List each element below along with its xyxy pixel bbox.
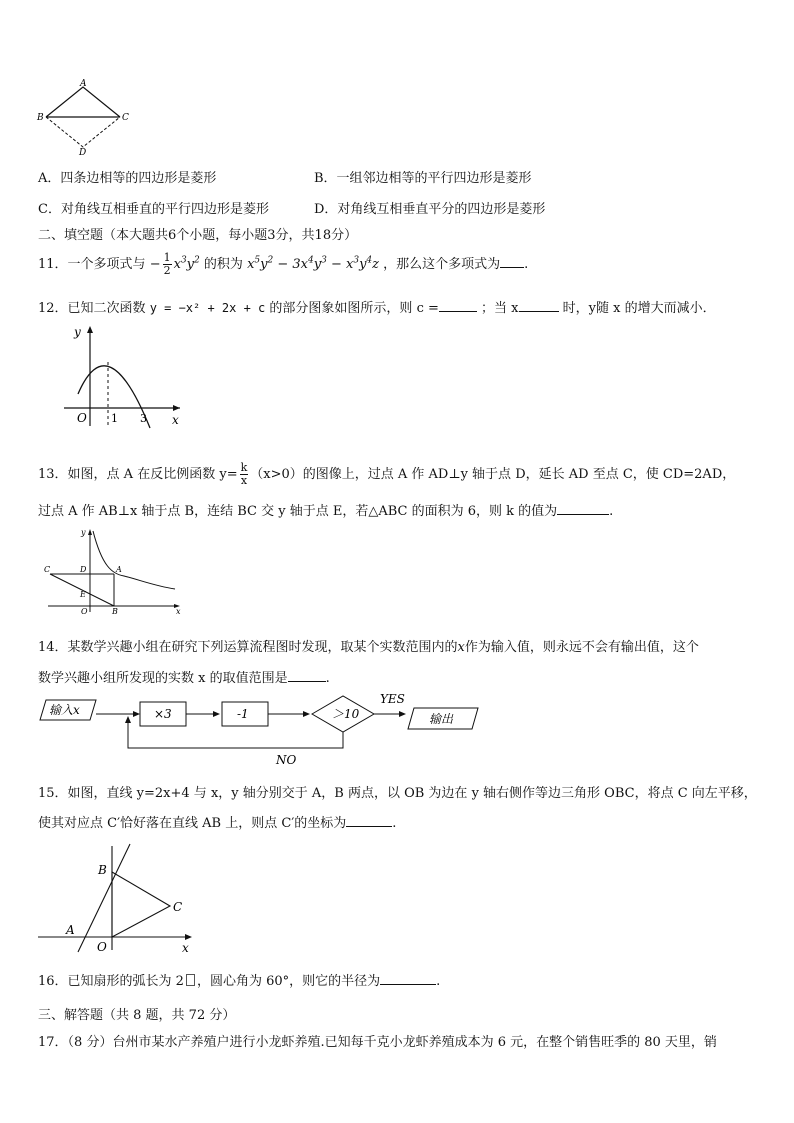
question-13-line2: 过点 A 作 AB⊥x 轴于点 B，连结 BC 交 y 轴于点 E，若△ABC 的面积为 6，则 k 的值为 .	[38, 504, 614, 519]
rhombus-figure	[36, 78, 136, 158]
origin-label: O	[77, 411, 87, 425]
t-x-label: x	[182, 941, 189, 955]
q12-mid: 的部分图象如图所示，则	[269, 301, 413, 316]
t-B-label: B	[98, 863, 107, 877]
option-D: D．对角线互相垂直平分的四边形是菱形	[314, 202, 546, 217]
svg-text:输出: 输出	[429, 712, 454, 726]
q12-blank-c	[439, 300, 477, 312]
q14-answer-blank	[288, 670, 326, 682]
flow-yes-label: YES	[380, 692, 405, 706]
tick-1: 1	[111, 412, 118, 425]
q16-answer-blank	[380, 973, 436, 985]
label-B: B	[37, 113, 44, 123]
flow-input-box	[40, 700, 96, 720]
h-C-label: C	[44, 565, 51, 574]
parabola-figure	[62, 322, 192, 430]
y-axis-label: y	[74, 325, 81, 339]
question-11: 11．一个多项式与 − $\frac{1}{2}$ $x^3y^2$ 的积为 $x^5y^2 - 3x^4y^3 - x^3y^4z$ ，那么这个多项式为 .	[38, 251, 529, 277]
h-O-label: O	[81, 607, 88, 616]
x-axis-label: x	[172, 413, 179, 427]
question-15-line2: 使其对应点 C′恰好落在直线 AB 上，则点 C′的坐标为 .	[38, 816, 397, 831]
label-C: C	[122, 113, 129, 123]
label-D: D	[79, 148, 87, 158]
question-12: 12．已知二次函数 y = −x² + 2x + c 的部分图象如图所示，则 c = ；当 x 时，y随 x 的增大而减小．	[38, 301, 716, 316]
flow-condition-diamond	[312, 696, 374, 732]
t-A-label: A	[66, 923, 75, 937]
q11-fraction: $\frac{1}{2}$	[163, 251, 171, 277]
flowchart	[36, 688, 486, 768]
q11-post: ，那么这个多项式为	[383, 257, 501, 272]
q11-product: $x^5y^2 - 3x^4y^3 - x^3y^4z$	[247, 255, 380, 272]
section-heading-fill-in: 二、填空题（本大题共6个小题，每小题3分，共18分）	[38, 228, 358, 243]
h-y-label: y	[81, 528, 86, 537]
question-14-line2: 数学兴趣小组所发现的实数 x 的取值范围是 .	[38, 671, 330, 686]
q12-function: y = −x² + 2x + c	[149, 301, 266, 315]
q13-fraction: $\frac{k}{x}$	[240, 461, 248, 487]
question-14-line1: 14．某数学兴趣小组在研究下列运算流程图时发现，取某个实数范围内的x作为输入值，则永远不会有输出值，这个	[38, 640, 699, 655]
svg-text:＞10: ＞10	[332, 707, 360, 721]
h-x-label: x	[176, 607, 181, 616]
q13-answer-blank	[557, 503, 609, 515]
svg-text:×3: ×3	[154, 707, 172, 721]
hyperbola-figure	[40, 526, 188, 616]
svg-text:输入x: 输入x	[49, 703, 80, 717]
q15-answer-blank	[346, 815, 392, 827]
q12-pre: 12．已知二次函数	[38, 301, 146, 316]
q11-mid: 的积为	[203, 257, 243, 272]
flow-minus1-box	[222, 702, 268, 726]
option-A: A．四条边相等的四边形是菱形	[38, 171, 217, 186]
flow-times3-box	[140, 702, 186, 726]
h-E-label: E	[80, 590, 86, 599]
q12-blank-x	[519, 300, 559, 312]
question-13-line1: 13．如图，点 A 在反比例函数 y= $\frac{k}{x}$ （x>0）的图像上，过点 A 作 AD⊥y 轴于点 D，延长 AD 至点 C，使 CD=2AD，	[38, 461, 736, 487]
h-A-label: A	[116, 565, 122, 574]
h-D-label: D	[80, 565, 87, 574]
question-17: 17．（8 分）台州市某水产养殖户进行小龙虾养殖.已知每千克小龙虾养殖成本为 6 元，在整个销售旺季的 80 天里，销	[38, 1035, 717, 1050]
missing-glyph-box	[186, 974, 195, 986]
flow-output-box	[408, 708, 478, 729]
flow-no-label: NO	[276, 753, 297, 767]
tick-3: 3	[140, 412, 147, 425]
triangle-line-figure	[34, 840, 200, 958]
t-C-label: C	[173, 900, 183, 914]
q11-pre: 11．一个多项式与	[38, 257, 146, 272]
option-B: B．一组邻边相等的平行四边形是菱形	[314, 171, 532, 186]
h-B-label: B	[112, 607, 118, 616]
section-heading-solutions: 三、解答题（共 8 题，共 72 分）	[38, 1008, 236, 1023]
option-C: C．对角线互相垂直的平行四边形是菱形	[38, 202, 269, 217]
label-A: A	[80, 79, 87, 89]
svg-text:-1: -1	[237, 707, 249, 721]
question-15-line1: 15．如图，直线 y=2x+4 与 x，y 轴分别交于 A，B 两点，以 OB 为边在 y 轴右侧作等边三角形 OBC，将点 C 向左平移，	[38, 786, 757, 801]
question-16: 16．已知扇形的弧长为 2 ，圆心角为 60°，则它的半径为 .	[38, 974, 441, 989]
q11-answer-blank	[500, 256, 524, 268]
t-O-label: O	[97, 940, 107, 954]
